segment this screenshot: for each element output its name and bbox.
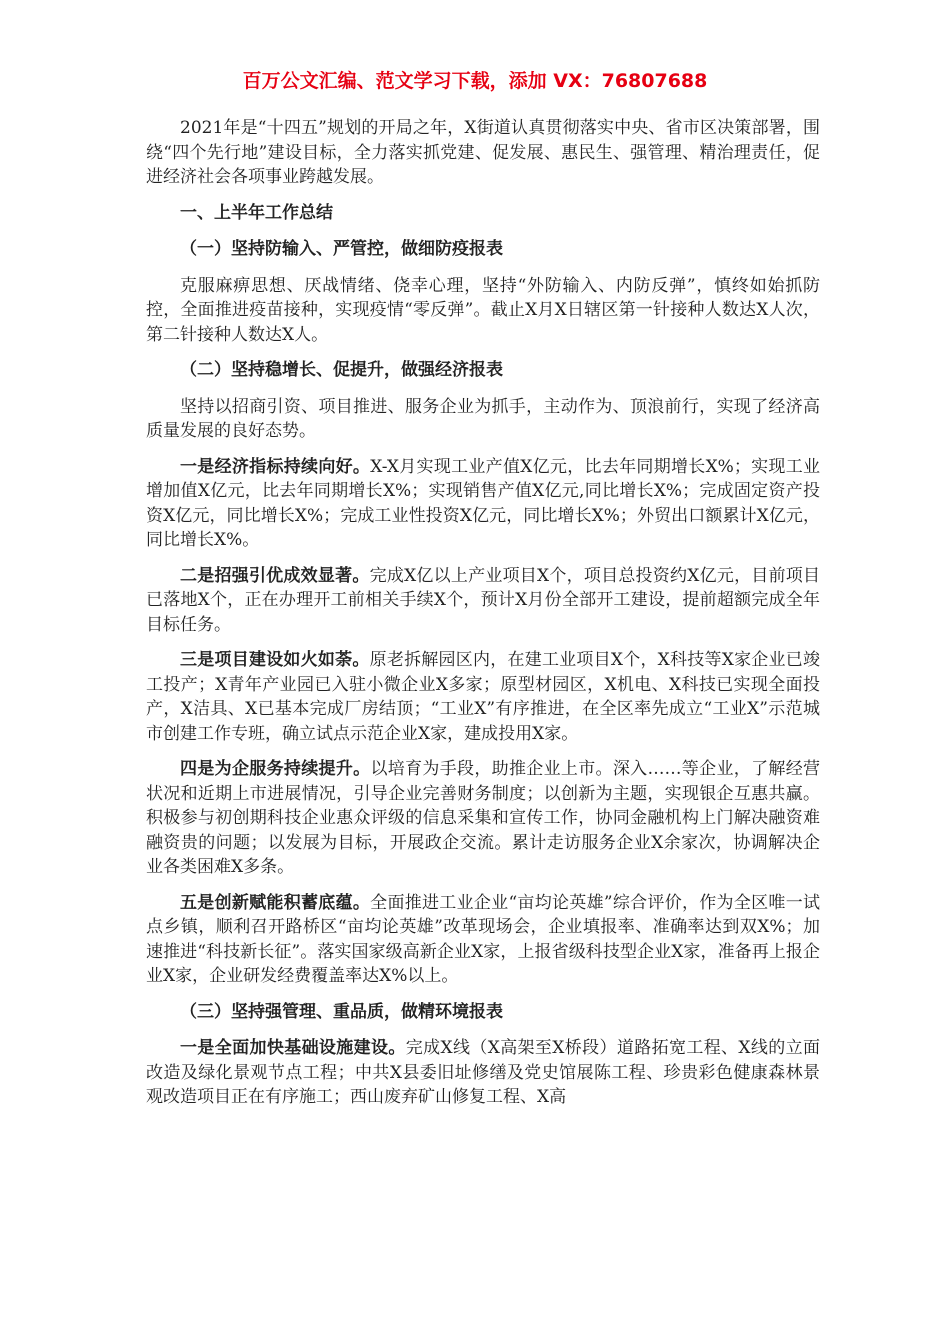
list-item-paragraph — [146, 648, 820, 746]
subsection-heading-3: （三）坚持强管理、重品质，做精环境报表 — [180, 1001, 503, 1022]
item-text: 完成X线（X高架至X桥段）道路拓宽工程、X线的立面改造及绿化景观节点工程；中共X县委旧址修缮及党史馆展陈工程、珍贵彩色健康森林景观改造项目正在有序施工；西山废弃矿山修复工程、X高 — [146, 1038, 820, 1107]
item-lead: 二是招强引优成效显著。 — [180, 565, 370, 586]
item-lead: 四是为企服务持续提升。 — [180, 759, 371, 779]
item-lead: 五是创新赋能积蓄底蕴。 — [180, 892, 371, 913]
list-item-paragraph — [146, 455, 820, 553]
item-text: 以培育为手段，助推企业上市。深入……等企业，了解经营状况和近期上市进展情况，引导企业完善财务制度；以创新为主题，实现银企互惠共赢。积极参与初创期科技企业惠众评级的信息采集和宣传工作，协同金融机构上门解决融资难融资贵的问题；以发展为目标，开展政企交流。累计走访服务企业X余家次，协调解决企业各类困难X多条。 — [146, 759, 821, 877]
subsection-1-paragraph: 克服麻痹思想、厌战情绪、侥幸心理，坚持“外防输入、内防反弹”，慎终如始抓防控，全面推进疫苗接种，实现疫情“零反弹”。截止X月X日辖区第一针接种人数达X人次，第二针接种人数达X人。 — [146, 275, 820, 345]
item-lead: 一是全面加快基础设施建设。 — [180, 1038, 406, 1058]
list-item-paragraph — [146, 1036, 820, 1110]
subsection-heading-2: （二）坚持稳增长、促提升，做强经济报表 — [180, 360, 503, 380]
intro-paragraph: 2021年是“十四五”规划的开局之年，X街道认真贯彻落实中央、省市区决策部署，围绕“四个先行地”建设目标，全力落实抓党建、促发展、惠民生、强管理、精治理责任，促进经济社会各项事业跨越发展。 — [146, 118, 820, 187]
item-text: X-X月实现工业产值X亿元，比去年同期增长X%；实现工业增加值X亿元，比去年同期增长X%；实现销售产值X亿元,同比增长X%；完成固定资产投资X亿元，同比增长X%；完成工业性投资X亿元，同比增长X%；外贸出口额累计X亿元，同比增长X%。 — [146, 456, 820, 550]
document-body — [146, 116, 820, 1121]
list-item-paragraph — [146, 891, 820, 989]
item-lead: 一是经济指标持续向好。 — [180, 456, 371, 477]
ad-banner: 百万公文汇编、范文学习下载，添加 VX：76807688 — [242, 70, 708, 92]
item-text: 原老拆解园区内，在建工业项目X个，X科技等X家企业已竣工投产；X青年产业园已入驻小微企业X多家；原型材园区，X机电、X科技已实现全面投产，X洁具、X已基本完成厂房结顶；“工业X”有序推进，在全区率先成立“工业X”示范城市创建工作专班，确立试点示范企业X家，建成投用X家。 — [146, 650, 821, 744]
item-text: 全面推进工业企业“亩均论英雄”综合评价，作为全区唯一试点乡镇，顺利召开路桥区“亩均论英雄”改革现场会，企业填报率、准确率达到双X%；加速推进“科技新长征”。落实国家级高新企业X家，上报省级科技型企业X家，准备再上报企业X家，企业研发经费覆盖率达X%以上。 — [146, 892, 820, 986]
section-heading: 一、上半年工作总结 — [180, 202, 333, 223]
list-item-paragraph — [146, 757, 820, 880]
list-item-paragraph — [146, 564, 820, 638]
item-text: 完成X亿以上产业项目X个，项目总投资约X亿元，目前项目已落地X个，正在办理开工前相关手续X个，预计X月份全部开工建设，提前超额完成全年目标任务。 — [146, 565, 821, 635]
subsection-2-paragraph: 坚持以招商引资、项目推进、服务企业为抓手，主动作为、顶浪前行，实现了经济高质量发展的良好态势。 — [146, 396, 820, 441]
subsection-heading-1: （一）坚持防输入、严管控，做细防疫报表 — [180, 239, 503, 259]
item-lead: 三是项目建设如火如荼。 — [180, 650, 370, 670]
